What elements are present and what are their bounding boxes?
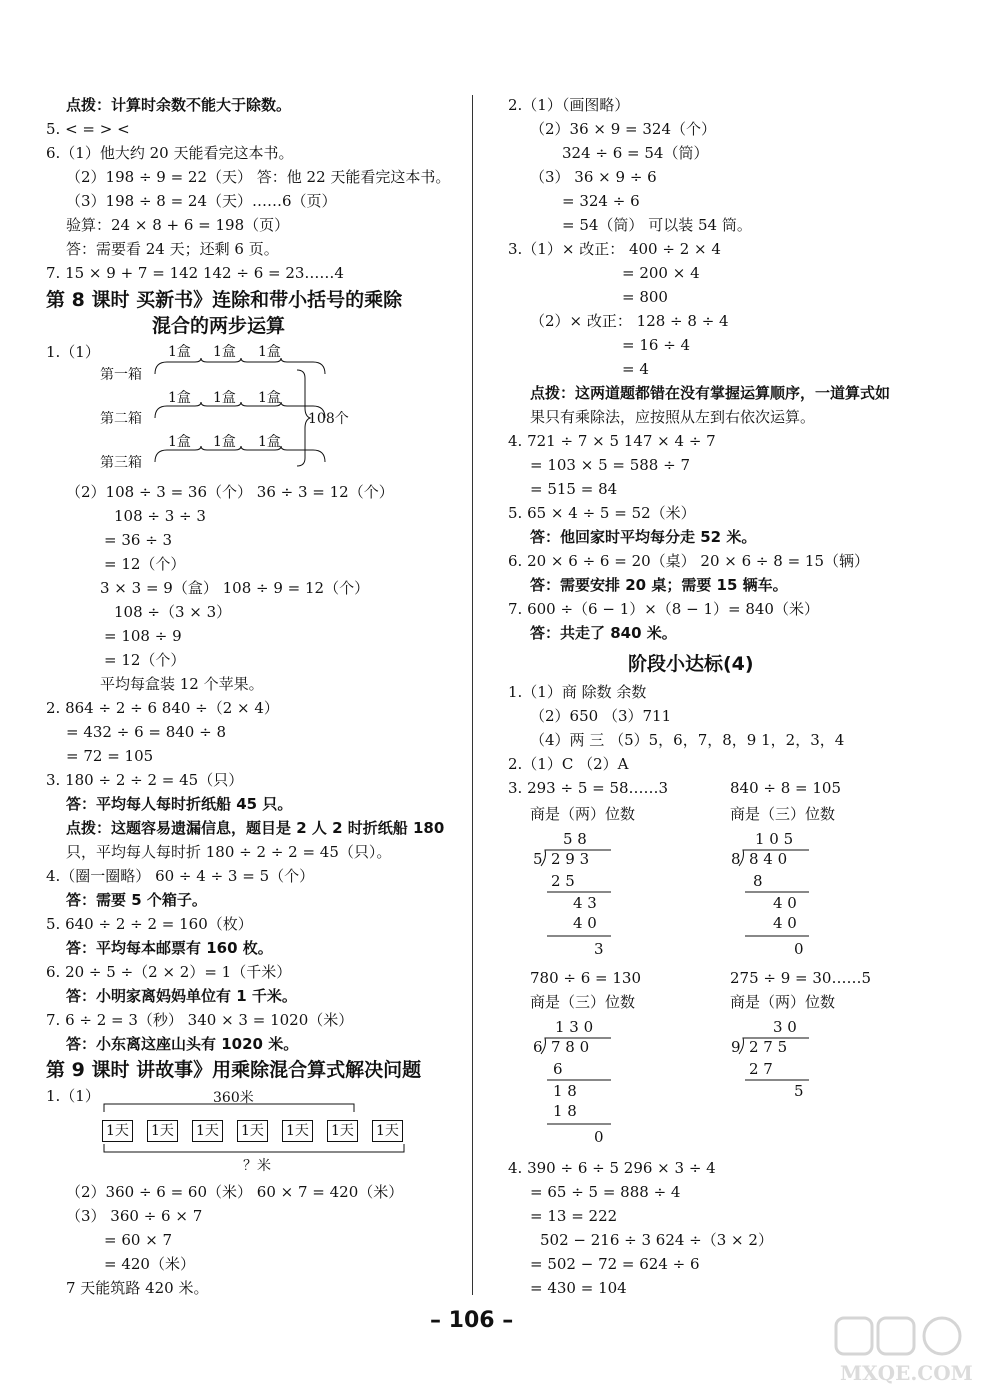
box-label: 1盒 [168, 390, 191, 406]
long-division-275 [725, 1014, 825, 1104]
svg-text:9: 9 [731, 1038, 741, 1056]
answer-line: 商是（两）位数 [530, 805, 636, 823]
long-division-840 [725, 826, 825, 961]
svg-text:8 4 0: 8 4 0 [749, 850, 788, 868]
row-label: 第二箱 [100, 411, 142, 427]
tip-line: 只，平均每人每时折 180 ÷ 2 ÷ 2 = 45（只）。 [66, 843, 392, 861]
svg-text:2 5: 2 5 [551, 872, 575, 890]
unknown-label: ？米 [243, 1158, 271, 1174]
day-box: 1天 [372, 1120, 403, 1142]
answer-line: = 420（米） [104, 1255, 195, 1273]
answer-line: 2. 864 ÷ 2 ÷ 6 840 ÷（2 × 4） [46, 699, 279, 717]
answer-line: = 103 × 5 = 588 ÷ 7 [530, 456, 690, 474]
answer-line: 6.（1）他大约 20 天能看完这本书。 [46, 144, 294, 162]
svg-text:4 0: 4 0 [773, 894, 797, 912]
answer-line: （2）650 （3）711 [530, 707, 672, 725]
svg-text:2 9 3: 2 9 3 [551, 850, 590, 868]
answer-line: = 800 [622, 288, 668, 306]
answer-line: = 430 = 104 [530, 1279, 627, 1297]
svg-text:MXQE.COM: MXQE.COM [840, 1361, 973, 1385]
answer-line: 108 ÷（3 × 3） [114, 603, 232, 621]
box-label: 1盒 [213, 434, 236, 450]
lesson-8-heading: 第 8 课时 买新书》连除和带小括号的乘除 [46, 289, 403, 311]
answer-line: = 36 ÷ 3 [104, 531, 173, 549]
answer-line: = 12（个） [104, 555, 186, 573]
answer-line: = 108 ÷ 9 [104, 627, 182, 645]
svg-text:0: 0 [594, 1128, 604, 1146]
svg-text:6: 6 [553, 1060, 563, 1078]
total-label: 108个 [308, 411, 349, 427]
answer-line: 答：需要安排 20 桌；需要 15 辆车。 [530, 576, 788, 594]
watermark-logo [832, 1314, 982, 1386]
stage-test-heading: 阶段小达标(4) [628, 653, 754, 675]
answer-line: = 515 = 84 [530, 480, 618, 498]
svg-text:6: 6 [533, 1038, 543, 1056]
answer-line: = 200 × 4 [622, 264, 700, 282]
answer-line: 1.（1）商 除数 余数 [508, 683, 647, 701]
answer-line: 5. 65 × 4 ÷ 5 = 52（米） [508, 504, 696, 522]
answer-line: 答：他回家时平均每分走 52 米。 [530, 528, 757, 546]
answer-line: （2）108 ÷ 3 = 36（个） 36 ÷ 3 = 12（个） [66, 483, 394, 501]
answer-line: 答：平均每本邮票有 160 枚。 [66, 939, 273, 957]
tip-line: 果只有乘除法，应按照从左到右依次运算。 [530, 408, 816, 426]
answer-line: 4. 721 ÷ 7 × 5 147 × 4 ÷ 7 [508, 432, 716, 450]
tip-line: 点拨：这题容易遗漏信息，题目是 2 人 2 时折纸船 180 [66, 819, 445, 837]
svg-text:1 3 0: 1 3 0 [555, 1018, 594, 1036]
question-number: 1.（1） [46, 343, 100, 361]
answer-line: 答：小东离这座山头有 1020 米。 [66, 1035, 299, 1053]
tip-line: 点拨：这两道题都错在没有掌握运算顺序，一道算式如 [530, 384, 891, 402]
box-label: 1盒 [168, 434, 191, 450]
answer-line: 商是（三）位数 [730, 805, 836, 823]
answer-line: 108 ÷ 3 ÷ 3 [114, 507, 206, 525]
column-divider [472, 95, 473, 1295]
answer-line: 5. < = > < [46, 120, 130, 138]
day-box: 1天 [327, 1120, 358, 1142]
page-number: – 106 – [430, 1308, 514, 1333]
long-division-293 [525, 826, 625, 961]
answer-line: 275 ÷ 9 = 30……5 [730, 969, 872, 987]
answer-line: （4）两 三 （5）5，6，7，8，9 1，2，3，4 [530, 731, 845, 749]
distance-label: 360米 [213, 1090, 254, 1106]
svg-text:5 8: 5 8 [563, 830, 587, 848]
svg-text:4 3: 4 3 [573, 894, 597, 912]
answer-line: 答：平均每人每时折纸船 45 只。 [66, 795, 293, 813]
answer-line: = 324 ÷ 6 [562, 192, 640, 210]
answer-line: （2）198 ÷ 9 = 22（天） 答：他 22 天能看完这本书。 [66, 168, 451, 186]
row-label: 第三箱 [100, 455, 142, 471]
answer-line: = 432 ÷ 6 = 840 ÷ 8 [66, 723, 226, 741]
box-label: 1盒 [168, 344, 191, 360]
answer-line: 6. 20 ÷ 5 ÷（2 × 2）= 1（千米） [46, 963, 292, 981]
answer-line: 7. 15 × 9 + 7 = 142 142 ÷ 6 = 23……4 [46, 264, 344, 282]
svg-text:4 0: 4 0 [573, 914, 597, 932]
answer-line: 验算：24 × 8 + 6 = 198（页） [66, 216, 290, 234]
box-label: 1盒 [258, 434, 281, 450]
svg-text:5: 5 [533, 850, 543, 868]
answer-line: 7 天能筑路 420 米。 [66, 1279, 209, 1297]
answer-line: 答：需要看 24 天；还剩 6 页。 [66, 240, 279, 258]
box-label: 1盒 [258, 390, 281, 406]
answer-line: （2）36 × 9 = 324（个） [530, 120, 717, 138]
answer-line: = 16 ÷ 4 [622, 336, 691, 354]
day-box: 1天 [192, 1120, 223, 1142]
svg-text:4 0: 4 0 [773, 914, 797, 932]
answer-line: = 60 × 7 [104, 1231, 173, 1249]
box-label: 1盒 [213, 390, 236, 406]
svg-text:3 0: 3 0 [773, 1018, 797, 1036]
answer-line: （3） 36 × 9 ÷ 6 [530, 168, 657, 186]
answer-line: 3. 293 ÷ 5 = 58……3 [508, 779, 669, 797]
answer-line: = 12（个） [104, 651, 186, 669]
box-label: 1盒 [213, 344, 236, 360]
svg-text:1 8: 1 8 [553, 1102, 577, 1120]
day-box: 1天 [282, 1120, 313, 1142]
answer-line: 答：需要 5 个箱子。 [66, 891, 207, 909]
svg-text:2 7: 2 7 [749, 1060, 773, 1078]
answer-line: 商是（三）位数 [530, 993, 636, 1011]
question-number: 1.（1） [46, 1087, 100, 1105]
lesson-9-heading: 第 9 课时 讲故事》用乘除混合算式解决问题 [46, 1059, 422, 1081]
answer-line: （2）360 ÷ 6 = 60（米） 60 × 7 = 420（米） [66, 1183, 404, 1201]
svg-text:0: 0 [794, 940, 804, 958]
svg-text:7 8 0: 7 8 0 [551, 1038, 590, 1056]
answer-line: = 4 [622, 360, 649, 378]
answer-line: （2）× 改正： 128 ÷ 8 ÷ 4 [530, 312, 729, 330]
answer-line: 5. 640 ÷ 2 ÷ 2 = 160（枚） [46, 915, 253, 933]
answer-line: 502 − 216 ÷ 3 624 ÷（3 × 2） [540, 1231, 773, 1249]
answer-line: = 54（筒） 可以装 54 筒。 [562, 216, 752, 234]
answer-line: 324 ÷ 6 = 54（筒） [562, 144, 709, 162]
answer-line: 3 × 3 = 9（盒） 108 ÷ 9 = 12（个） [100, 579, 370, 597]
tip-line: 点拨：计算时余数不能大于除数。 [66, 96, 292, 114]
day-box: 1天 [102, 1120, 133, 1142]
lesson-8-heading-cont: 混合的两步运算 [152, 315, 286, 337]
answer-line: 平均每盒装 12 个苹果。 [100, 675, 264, 693]
answer-line: 4. 390 ÷ 6 ÷ 5 296 × 3 ÷ 4 [508, 1159, 716, 1177]
answer-line: 7. 6 ÷ 2 = 3（秒） 340 × 3 = 1020（米） [46, 1011, 354, 1029]
answer-line: （3）198 ÷ 8 = 24（天）……6（页） [66, 192, 337, 210]
answer-line: 答：小明家离妈妈单位有 1 千米。 [66, 987, 297, 1005]
svg-text:3: 3 [594, 940, 604, 958]
answer-line: 7. 600 ÷（6 − 1）×（8 − 1）= 840（米） [508, 600, 819, 618]
answer-line: 840 ÷ 8 = 105 [730, 779, 842, 797]
box-label: 1盒 [258, 344, 281, 360]
answer-line: 商是（两）位数 [730, 993, 836, 1011]
answer-line: 答：共走了 840 米。 [530, 624, 677, 642]
svg-text:5: 5 [794, 1082, 804, 1100]
answer-line: 4.（圈一圈略） 60 ÷ 4 ÷ 3 = 5（个） [46, 867, 315, 885]
svg-text:8: 8 [753, 872, 763, 890]
answer-line: 3. 180 ÷ 2 ÷ 2 = 45（只） [46, 771, 244, 789]
answer-line: = 72 = 105 [66, 747, 154, 765]
svg-text:2 7 5: 2 7 5 [749, 1038, 788, 1056]
day-box: 1天 [147, 1120, 178, 1142]
answer-line: = 502 − 72 = 624 ÷ 6 [530, 1255, 700, 1273]
long-division-780 [525, 1014, 625, 1149]
answer-line: （3） 360 ÷ 6 × 7 [66, 1207, 203, 1225]
answer-line: 2.（1）（画图略） [508, 96, 630, 114]
svg-text:1 8: 1 8 [553, 1082, 577, 1100]
day-box: 1天 [237, 1120, 268, 1142]
answer-line: = 65 ÷ 5 = 888 ÷ 4 [530, 1183, 681, 1201]
row-label: 第一箱 [100, 367, 142, 383]
box-diagram [100, 340, 360, 480]
answer-line: 3.（1）× 改正： 400 ÷ 2 × 4 [508, 240, 721, 258]
answer-line: = 13 = 222 [530, 1207, 618, 1225]
answer-line: 2.（1）C （2）A [508, 755, 629, 773]
svg-text:8: 8 [731, 850, 741, 868]
answer-line: 780 ÷ 6 = 130 [530, 969, 642, 987]
svg-text:1 0 5: 1 0 5 [755, 830, 794, 848]
answer-line: 6. 20 × 6 ÷ 6 = 20（桌） 20 × 6 ÷ 8 = 15（辆） [508, 552, 869, 570]
